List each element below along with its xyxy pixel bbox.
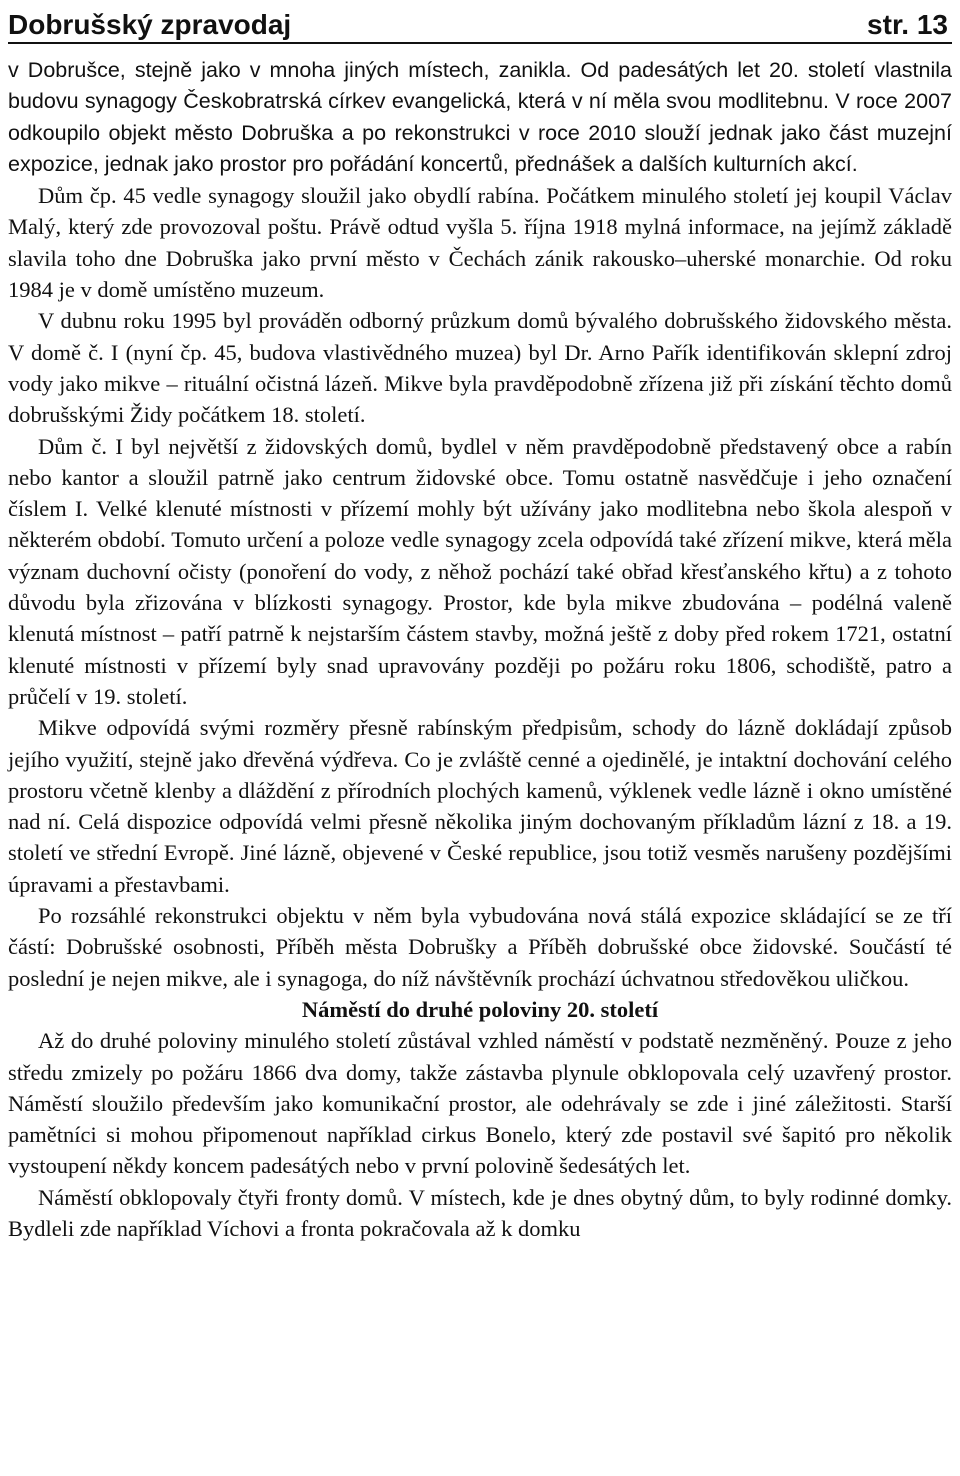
page-header [8, 0, 952, 42]
paragraph: Dům čp. 45 vedle synagogy sloužil jako obydlí rabína. Počátkem minulého století jej koupil Václav Malý, který zde provozoval poštu. Právě odtud vyšla 5. října 1918 mylná informace, na jejímž základě slavila toho dne Dobruška jako první město v Čechách zánik rakousko–uherské monarchie. Od roku 1984 je v domě umístěno muzeum. [8, 183, 952, 303]
page-number: str. 13 [867, 9, 948, 40]
publication-title: Dobrušský zpravodaj [8, 9, 292, 40]
section-heading: Náměstí do druhé poloviny 20. století [301, 996, 659, 1022]
paragraph: Náměstí obklopovaly čtyři fronty domů. V místech, kde je dnes obytný dům, to byly rodinné domky. Bydleli zde například Víchovi a fronta pokračovala až k domku [8, 1184, 952, 1241]
header-rule [8, 42, 952, 44]
paragraph: Až do druhé poloviny minulého století zůstával vzhled náměstí v podstatě nezměněný. Pouze z jeho středu zmizely po požáru 1866 dva domy, takže zástavba plynule obklopovala celý uzavřený prostor. Náměstí sloužilo především jako komunikační prostor, ale odehrávaly se zde i jiné záležitosti. Starší pamětníci si mohou připomenout například cirkus Bonelo, který zde postavil své šapitó pro několik vystoupení někdy koncem padesátých nebo v první polovině šedesátých let. [8, 1028, 952, 1179]
paragraph: Dům č. I byl největší z židovských domů, bydlel v něm pravděpodobně představený obce a rabín nebo kantor a sloužil patrně jako centrum židovské obce. Tomu ostatně nasvědčuje i jeho označení číslem I. Velké klenuté místnosti v přízemí mohly být užívány jako modlitebna nebo škola alespoň v některém období. Tomuto určení a poloze vedle synagogy zcela odpovídá také zřízení mikve, která měla význam duchovní očisty (ponoření do vody, z něhož pochází také obřad křesťanského křtu) a z tohoto důvodu byla zřizována v blízkosti synagogy. Prostor, kde byla mikve zbudována – podélná valeně klenutá místnost – patří patrně k nejstarším částem stavby, možná ještě z doby před rokem 1721, ostatní klenuté místnosti v přízemí byly snad upravovány později po požáru roku 1806, schodiště, patro a průčelí v 19. století. [8, 433, 952, 709]
paragraph: V dubnu roku 1995 byl prováděn odborný průzkum domů bývalého dobrušského židovského města. V domě č. I (nyní čp. 45, budova vlastivědného muzea) byl Dr. Arno Pařík identifikován sklepní zdroj vody jako mikve – rituální očistná lázeň. Mikve byla pravděpodobně zřízena již při získání těchto domů dobrušskými Židy počátkem 18. století. [8, 308, 952, 428]
paragraph: v Dobrušce, stejně jako v mnoha jiných místech, zanikla. Od padesátých let 20. století vlastnila budovu synagogy Českobratrská církev evangelická, která v ní měla svou modlitebnu. V roce 2007 odkoupilo objekt město Dobruška a po rekonstrukci v roce 2010 slouží jednak jako část muzejní expozice, jednak jako prostor pro pořádání koncertů, přednášek a dalších kulturních akcí. [8, 58, 952, 176]
article-body [8, 55, 952, 1244]
paragraph: Po rozsáhlé rekonstrukci objektu v něm byla vybudována nová stálá expozice skládající se ze tří částí: Dobrušské osobnosti, Příběh města Dobrušky a Příběh dobrušské obce židovské. Součástí té poslední je nejen mikve, ale i synagoga, do níž návštěvník prochází úchvatnou středověkou uličkou. [8, 903, 952, 991]
paragraph: Mikve odpovídá svými rozměry přesně rabínským předpisům, schody do lázně dokládají způsob jejího využití, stejně jako dřevěná výdřeva. Co je zvláště cenné a ojedinělé, je intaktní dochování celého prostoru včetně klenby a dláždění z přírodních plochých kamenů, výklenek vedle lázně i okno umístěné nad ní. Celá dispozice odpovídá velmi přesně několika jiným dochovaným příkladům lázní z 18. a 19. století ve střední Evropě. Jiné lázně, objevené v České republice, jsou totiž vesměs narušeny pozdějšími úpravami a přestavbami. [8, 715, 952, 897]
